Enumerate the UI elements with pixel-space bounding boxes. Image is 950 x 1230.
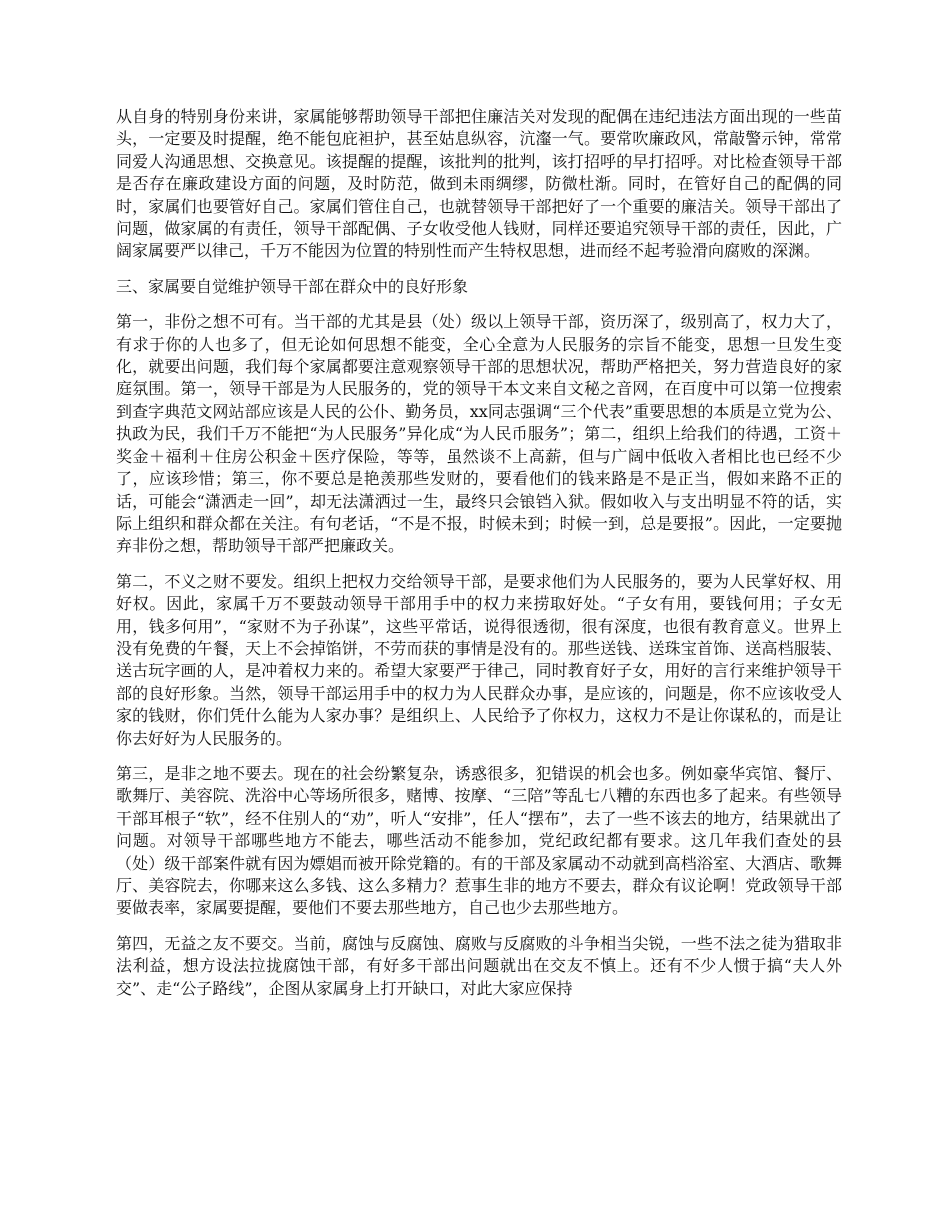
paragraph-family-integrity: 从自身的特别身份来讲，家属能够帮助领导干部把住廉洁关对发现的配偶在违纪违法方面出现的一些苗头，一定要及时提醒，绝不能包庇袒护，甚至姑息纵容，沆瀣一气。要常吹廉政风，常敲警示钟，常常同爱人沟通思想、交换意见。该提醒的提醒，该批判的批判，该打招呼的早打招呼。对比检查领导干部是否存在廉政建设方面的问题，及时防范，做到未雨绸缪，防微杜渐。同时，在管好自己的配偶的同时，家属们也要管好自己。家属们管住自己，也就替领导干部把好了一个重要的廉洁关。领导干部出了问题，做家属的有责任，领导干部配偶、子女收受他人钱财，同样还要追究领导干部的责任，因此，广阔家属要严以律己，千万不能因为位置的特别性而产生特权思想，进而经不起考验滑向腐败的深渊。 xyxy=(116,107,842,261)
document-page xyxy=(116,106,842,1013)
paragraph-fourth-point: 第四，无益之友不要交。当前，腐蚀与反腐蚀、腐败与反腐败的斗争相当尖锐，一些不法之徒为猎取非法利益，想方设法拉拢腐蚀干部，有好多干部出问题就出在交友不慎上。还有不少人惯于搞“夫人外交”、走“公子路线”，企图从家属身上打开缺口，对此大家应保持 xyxy=(116,933,842,998)
paragraph-second-point: 第二，不义之财不要发。组织上把权力交给领导干部，是要求他们为人民服务的，要为人民掌好权、用好权。因此，家属千万不要鼓动领导干部用手中的权力来捞取好处。“子女有用，要钱何用；子女无用，钱多何用”，“家财不为子孙谋”，这些平常话，说得很透彻，很有深度，也很有教育意义。世界上没有免费的午餐，天上不会掉馅饼，不劳而获的事情是没有的。那些送钱、送珠宝首饰、送高档服装、送古玩字画的人，是冲着权力来的。希望大家要严于律己，同时教育好子女，用好的言行来维护领导干部的良好形象。当然，领导干部运用手中的权力为人民群众办事，是应该的，问题是，你不应该收受人家的钱财，你们凭什么能为人家办事？是组织上、人民给予了你权力，这权力不是让你谋私的，而是让你去好好为人民服务的。 xyxy=(116,571,842,748)
paragraph-third-point: 第三，是非之地不要去。现在的社会纷繁复杂，诱惑很多，犯错误的机会也多。例如豪华宾馆、餐厅、歌舞厅、美容院、洗浴中心等场所很多，赌博、按摩、“三陪”等乱七八糟的东西也多了起来。有些领导干部耳根子“软”，经不住别人的“劝”，听人“安排”，任人“摆布”，去了一些不该去的地方，结果就出了问题。对领导干部哪些地方不能去，哪些活动不能参加，党纪政纪都有要求。这几年我们查处的县（处）级干部案件就有因为嫖娼而被开除党籍的。有的干部及家属动不动就到高档浴室、大酒店、歌舞厅、美容院去，你哪来这么多钱、这么多精力？惹事生非的地方不要去，群众有议论啊！党政领导干部要做表率，家属要提醒，要他们不要去那些地方，自己也少去那些地方。 xyxy=(116,763,842,918)
section-heading-3: 三、家属要自觉维护领导干部在群众中的良好形象 xyxy=(116,276,469,296)
paragraph-first-point: 第一，非份之想不可有。当干部的尤其是县（处）级以上领导干部，资历深了，级别高了，权力大了，有求于你的人也多了，但无论如何思想不能变，全心全意为人民服务的宗旨不能变，思想一旦发生变化，就要出问题，我们每个家属都要注意观察领导干部的思想状况，帮助严格把关，努力营造良好的家庭氛围。第一，领导干部是为人民服务的，党的领导干本文来自文秘之音网，在百度中可以第一位搜索到查字典范文网站部应该是人民的公仆、勤务员，xx同志强调“三个代表”重要思想的本质是立党为公、执政为民，我们千万不能把“为人民服务”异化成“为人民币服务”；第二，组织上给我们的待遇，工资＋奖金＋福利＋住房公积金＋医疗保险，等等，虽然谈不上高薪，但与广阔中低收入者相比也已经不少了，应该珍惜；第三，你不要总是艳羡那些发财的，要看他们的钱来路是不是正当，假如来路不正的话，可能会“潇洒走一回”，却无法潇洒过一生，最终只会锒铛入狱。假如收入与支出明显不符的话，实际上组织和群众都在关注。有句老话，“不是不报，时候未到；时候一到，总是要报”。因此，一定要抛弃非份之想，帮助领导干部严把廉政关。 xyxy=(116,312,842,556)
